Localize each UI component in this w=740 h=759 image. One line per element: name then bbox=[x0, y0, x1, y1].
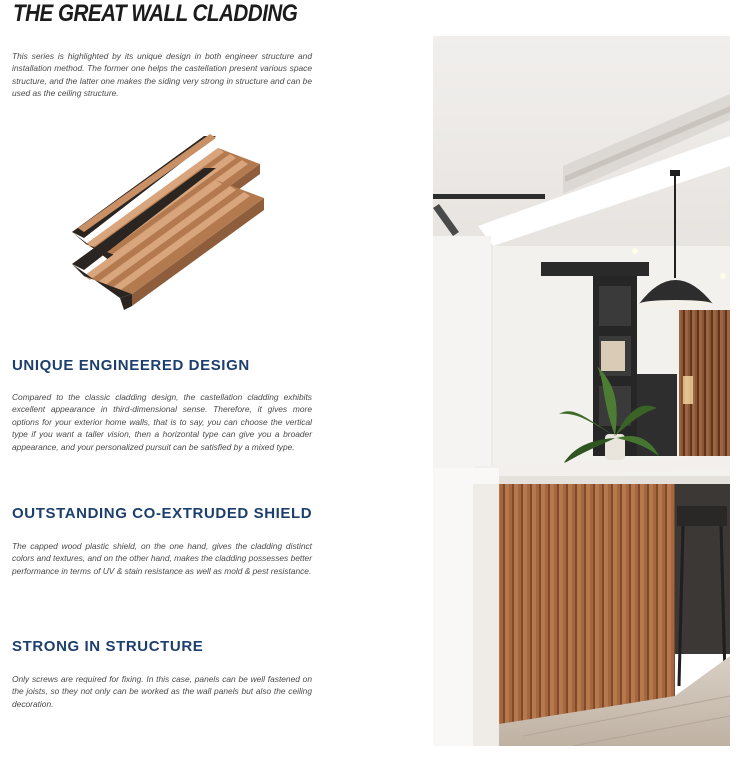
page-title: THE GREAT WALL CLADDING bbox=[13, 0, 298, 27]
section-heading: STRONG IN STRUCTURE bbox=[12, 638, 204, 655]
cladding-product-image bbox=[64, 128, 274, 328]
section-body: Only screws are required for fixing. In this case, panels can be well fastened on the joists, so they not only can be worked as the wall panels but also the ceiling decoration. bbox=[12, 674, 312, 709]
intro-text: This series is highlighted by its unique design in both engineer structure and installation method. The former one helps the castellation present various space structure, and the latter one makes the siding very strong in structure and can be used as the ceiling structure. bbox=[12, 51, 312, 99]
section-body: Compared to the classic cladding design, the castellation cladding exhibits excellent appearance in third-dimensional sense. Therefore, it gives more options for your exterior home walls, that is to say, you can choose the vertical type if you want a taller vision, then a horizontal type can give you a broader appearance, and your personalized pursuit can be satisfied by a mixed type. bbox=[12, 392, 312, 452]
section-heading: UNIQUE ENGINEERED DESIGN bbox=[12, 357, 250, 374]
section-heading: OUTSTANDING CO-EXTRUDED SHIELD bbox=[12, 505, 313, 522]
interior-photo bbox=[433, 36, 730, 746]
section-body: The capped wood plastic shield, on the one hand, gives the cladding distinct colors and textures, and on the other hand, makes the cladding possesses better performance in terms of UV & stain resistance as well as mold & pest resistance. bbox=[12, 541, 312, 576]
